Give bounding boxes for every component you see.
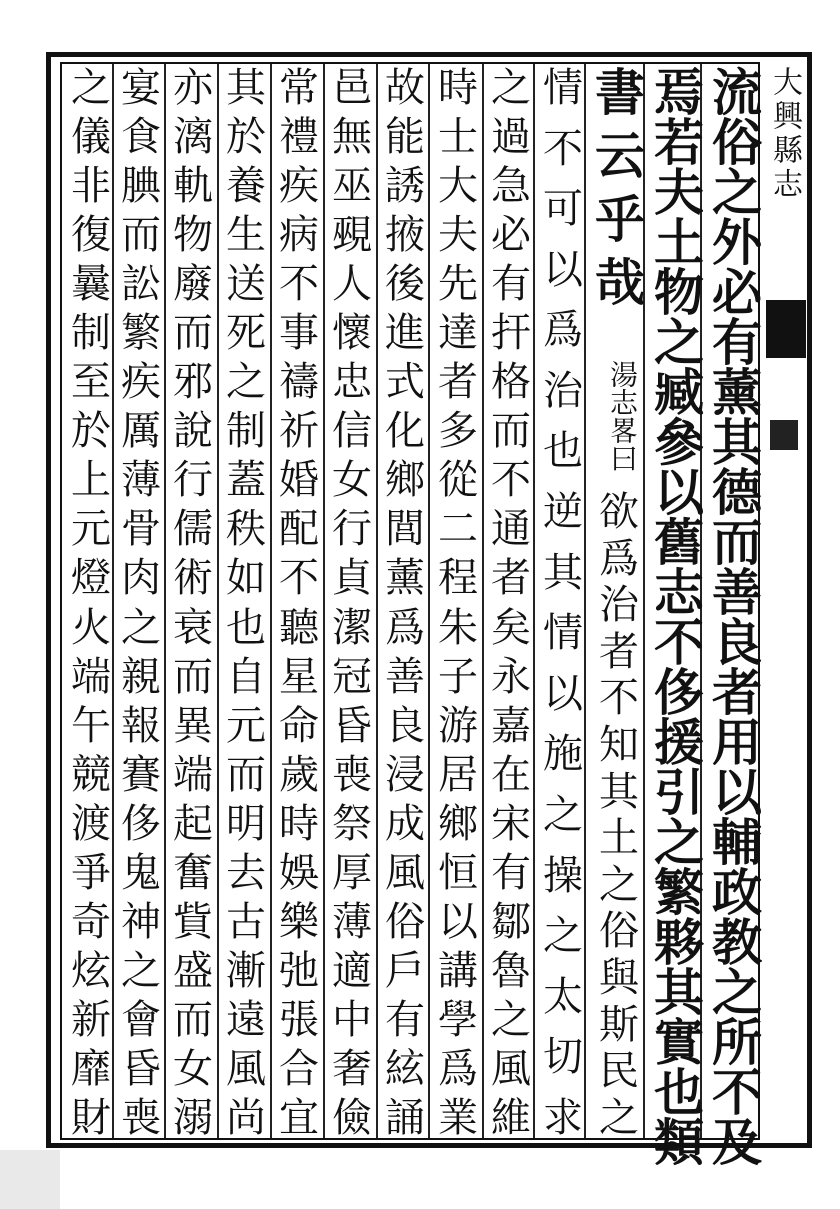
text-column — [486, 66, 530, 1136]
glyph: 上 — [64, 458, 111, 499]
glyph: 用 — [704, 716, 763, 766]
fishtail-mark-lower — [770, 420, 798, 450]
glyph: 俗 — [704, 116, 763, 166]
glyph: 溺 — [166, 1095, 213, 1136]
glyph: 魯 — [484, 948, 531, 989]
glyph: 端 — [64, 654, 111, 695]
text-column — [221, 66, 265, 1136]
glyph: 先 — [431, 262, 478, 303]
glyph: 薰 — [378, 556, 425, 597]
glyph: 誘 — [378, 164, 425, 205]
glyph: 食 — [114, 115, 161, 156]
glyph: 朱 — [431, 605, 478, 646]
glyph: 術 — [166, 556, 213, 597]
glyph: 書 — [587, 66, 646, 116]
glyph: 焉 — [646, 66, 705, 116]
glyph: 靡 — [64, 1046, 111, 1087]
glyph: 風 — [378, 850, 425, 891]
glyph: 良 — [378, 703, 425, 744]
glyph: 情 — [536, 66, 583, 106]
glyph: 肉 — [114, 556, 161, 597]
glyph: 娛 — [272, 850, 319, 891]
glyph: 永 — [484, 654, 531, 695]
glyph: 而 — [166, 311, 213, 352]
glyph: 昏 — [114, 1046, 161, 1087]
glyph: 志 — [646, 566, 705, 616]
glyph: 舊 — [646, 516, 705, 566]
glyph: 而 — [484, 409, 531, 450]
glyph: 外 — [704, 216, 763, 266]
glyph: 無 — [325, 115, 372, 156]
glyph: 而 — [219, 752, 266, 793]
glyph: 以 — [536, 247, 583, 288]
glyph: 會 — [114, 997, 161, 1038]
glyph: 戶 — [378, 948, 425, 989]
glyph: 人 — [325, 262, 372, 303]
glyph: 能 — [378, 115, 425, 156]
glyph: 秩 — [219, 507, 266, 548]
glyph: 懷 — [325, 311, 372, 352]
glyph: 喪 — [114, 1095, 161, 1136]
glyph: 善 — [704, 566, 763, 616]
glyph: 之 — [704, 166, 763, 216]
glyph: 鄒 — [484, 899, 531, 940]
glyph: 厲 — [114, 409, 161, 450]
glyph: 哉 — [587, 255, 646, 306]
glyph: 骨 — [114, 507, 161, 548]
glyph: 死 — [219, 311, 266, 352]
glyph: 也 — [646, 1066, 705, 1116]
glyph: 奢 — [325, 1046, 372, 1087]
text-column — [433, 66, 477, 1136]
glyph: 達 — [431, 311, 478, 352]
glyph: 疾 — [114, 360, 161, 401]
glyph: 風 — [219, 1046, 266, 1087]
text-column — [327, 66, 371, 1136]
glyph: 巫 — [325, 164, 372, 205]
glyph: 之 — [646, 316, 705, 366]
glyph: 漓 — [166, 115, 213, 156]
glyph: 俗 — [592, 909, 639, 950]
glyph: 侈 — [114, 801, 161, 842]
glyph: 張 — [272, 997, 319, 1038]
glyph: 異 — [166, 703, 213, 744]
text-column — [66, 66, 110, 1136]
glyph: 鄉 — [378, 458, 425, 499]
text-column — [274, 66, 318, 1136]
glyph: 知 — [592, 723, 639, 764]
glyph: 土 — [646, 216, 705, 266]
glyph: 可 — [536, 187, 583, 228]
glyph: 貞 — [325, 556, 372, 597]
glyph: 女 — [325, 458, 372, 499]
glyph: 新 — [64, 997, 111, 1038]
glyph: 臧 — [646, 366, 705, 416]
glyph: 援 — [646, 716, 705, 766]
glyph: 奮 — [166, 850, 213, 891]
glyph: 爭 — [64, 850, 111, 891]
text-column — [646, 66, 705, 1166]
glyph: 其 — [704, 416, 763, 466]
glyph: 冠 — [325, 654, 372, 695]
glyph: 游 — [431, 703, 478, 744]
glyph: 斯 — [592, 1002, 639, 1043]
glyph: 火 — [64, 605, 111, 646]
glyph: 儀 — [64, 115, 111, 156]
glyph: 以 — [646, 466, 705, 516]
glyph: 元 — [64, 507, 111, 548]
glyph: 業 — [431, 1095, 478, 1136]
glyph: 潔 — [325, 605, 372, 646]
glyph: 厚 — [325, 850, 372, 891]
glyph: 不 — [592, 676, 639, 717]
glyph: 親 — [114, 654, 161, 695]
glyph: 炫 — [64, 948, 111, 989]
glyph: 爲 — [592, 536, 639, 577]
glyph: 聽 — [272, 605, 319, 646]
glyph: 風 — [484, 1046, 531, 1087]
glyph: 之 — [114, 605, 161, 646]
glyph: 乎 — [587, 192, 646, 243]
glyph: 爲 — [431, 1046, 478, 1087]
glyph: 夫 — [646, 166, 705, 216]
glyph: 常 — [272, 66, 319, 106]
glyph: 忠 — [325, 360, 372, 401]
glyph: 星 — [272, 654, 319, 695]
text-column — [168, 66, 212, 1136]
glyph: 不 — [272, 556, 319, 597]
glyph: 制 — [64, 311, 111, 352]
glyph: 流 — [704, 66, 763, 116]
glyph: 去 — [219, 850, 266, 891]
glyph: 必 — [704, 266, 763, 316]
glyph: 命 — [272, 703, 319, 744]
glyph: 治 — [592, 583, 639, 624]
glyph: 信 — [325, 409, 372, 450]
glyph: 以 — [704, 766, 763, 816]
glyph: 恒 — [431, 850, 478, 891]
glyph: 後 — [378, 262, 425, 303]
glyph: 化 — [378, 409, 425, 450]
glyph: 如 — [219, 556, 266, 597]
glyph: 祭 — [325, 801, 372, 842]
glyph: 急 — [484, 164, 531, 205]
text-column — [538, 66, 582, 1136]
glyph: 報 — [114, 703, 161, 744]
glyph: 夫 — [431, 213, 478, 254]
glyph: 與 — [592, 956, 639, 997]
glyph: 宴 — [114, 66, 161, 106]
glyph: 切 — [536, 1035, 583, 1076]
glyph: 之 — [484, 997, 531, 1038]
glyph: 之 — [646, 816, 705, 866]
glyph: 云 — [587, 129, 646, 180]
glyph: 扞 — [484, 311, 531, 352]
glyph: 繁 — [646, 866, 705, 916]
glyph: 也 — [536, 429, 583, 470]
glyph: 薰 — [704, 366, 763, 416]
glyph: 遠 — [219, 997, 266, 1038]
glyph: 起 — [166, 801, 213, 842]
glyph: 情 — [536, 611, 583, 652]
glyph: 薄 — [114, 458, 161, 499]
glyph: 禮 — [272, 115, 319, 156]
glyph: 格 — [484, 360, 531, 401]
glyph: 其 — [536, 550, 583, 591]
glyph: 夥 — [646, 916, 705, 966]
glyph: 端 — [166, 752, 213, 793]
glyph: 元 — [219, 703, 266, 744]
glyph: 良 — [704, 616, 763, 666]
glyph: 政 — [704, 866, 763, 916]
glyph: 薄 — [325, 899, 372, 940]
glyph: 成 — [378, 801, 425, 842]
glyph: 儒 — [166, 507, 213, 548]
glyph: 至 — [64, 360, 111, 401]
glyph: 古 — [219, 899, 266, 940]
glyph: 蓋 — [219, 458, 266, 499]
glyph: 施 — [536, 732, 583, 773]
glyph: 非 — [64, 164, 111, 205]
glyph: 祈 — [272, 409, 319, 450]
glyph: 昏 — [325, 703, 372, 744]
text-column — [704, 66, 763, 1166]
glyph: 治 — [536, 368, 583, 409]
glyph: 爲 — [536, 308, 583, 349]
glyph: 尚 — [219, 1095, 266, 1136]
glyph: 適 — [325, 948, 372, 989]
glyph: 貲 — [166, 899, 213, 940]
glyph: 程 — [431, 556, 478, 597]
glyph: 而 — [166, 997, 213, 1038]
glyph: 進 — [378, 311, 425, 352]
glyph: 過 — [484, 115, 531, 156]
glyph: 養 — [219, 164, 266, 205]
glyph: 誦 — [378, 1095, 425, 1136]
glyph: 病 — [272, 213, 319, 254]
glyph: 之 — [114, 948, 161, 989]
glyph: 大 — [431, 164, 478, 205]
glyph: 行 — [325, 507, 372, 548]
glyph: 侈 — [646, 666, 705, 716]
glyph: 有 — [704, 316, 763, 366]
glyph: 講 — [431, 948, 478, 989]
glyph: 以 — [536, 671, 583, 712]
glyph: 教 — [704, 916, 763, 966]
glyph: 亦 — [166, 66, 213, 106]
glyph: 也 — [219, 605, 266, 646]
glyph: 居 — [431, 752, 478, 793]
glyph: 於 — [219, 115, 266, 156]
glyph: 二 — [431, 507, 478, 548]
glyph: 者 — [704, 666, 763, 716]
glyph: 午 — [64, 703, 111, 744]
glyph: 閭 — [378, 507, 425, 548]
glyph: 物 — [166, 213, 213, 254]
glyph: 歲 — [272, 752, 319, 793]
glyph: 腆 — [114, 164, 161, 205]
glyph: 輔 — [704, 816, 763, 866]
glyph: 操 — [536, 853, 583, 894]
glyph: 實 — [646, 1016, 705, 1066]
glyph: 明 — [219, 801, 266, 842]
glyph: 喪 — [325, 752, 372, 793]
glyph: 有 — [484, 262, 531, 303]
glyph: 燈 — [64, 556, 111, 597]
glyph: 配 — [272, 507, 319, 548]
glyph: 時 — [431, 66, 478, 106]
glyph: 善 — [378, 654, 425, 695]
glyph: 送 — [219, 262, 266, 303]
glyph: 有 — [484, 850, 531, 891]
glyph: 禱 — [272, 360, 319, 401]
glyph: 之 — [592, 862, 639, 903]
glyph: 必 — [484, 213, 531, 254]
glyph: 疾 — [272, 164, 319, 205]
glyph: 維 — [484, 1095, 531, 1136]
glyph: 其 — [592, 769, 639, 810]
glyph: 學 — [431, 997, 478, 1038]
glyph: 生 — [219, 213, 266, 254]
glyph: 之 — [536, 792, 583, 833]
glyph: 弛 — [272, 948, 319, 989]
glyph: 婚 — [272, 458, 319, 499]
glyph: 若 — [646, 116, 705, 166]
glyph: 參 — [646, 416, 705, 466]
glyph: 神 — [114, 899, 161, 940]
glyph: 覡 — [325, 213, 372, 254]
paper-stain — [0, 1150, 60, 1209]
glyph: 多 — [431, 409, 478, 450]
glyph: 財 — [64, 1095, 111, 1136]
glyph: 民 — [592, 1049, 639, 1090]
text-column — [587, 66, 646, 306]
glyph: 合 — [272, 1046, 319, 1087]
glyph: 宋 — [484, 801, 531, 842]
glyph: 鬼 — [114, 850, 161, 891]
glyph: 樂 — [272, 899, 319, 940]
text-column — [380, 66, 424, 1136]
glyph: 不 — [646, 616, 705, 666]
glyph: 嘉 — [484, 703, 531, 744]
glyph: 之 — [484, 66, 531, 106]
glyph: 者 — [431, 360, 478, 401]
glyph: 曩 — [64, 262, 111, 303]
glyph: 說 — [166, 409, 213, 450]
glyph: 俗 — [378, 899, 425, 940]
glyph: 邪 — [166, 360, 213, 401]
glyph: 女 — [166, 1046, 213, 1087]
glyph: 制 — [219, 409, 266, 450]
glyph: 引 — [646, 766, 705, 816]
glyph: 不 — [272, 262, 319, 303]
glyph: 之 — [219, 360, 266, 401]
glyph: 事 — [272, 311, 319, 352]
glyph: 鄉 — [431, 801, 478, 842]
glyph: 掖 — [378, 213, 425, 254]
glyph: 從 — [431, 458, 478, 499]
glyph: 不 — [704, 1066, 763, 1116]
glyph: 浸 — [378, 752, 425, 793]
glyph: 求 — [536, 1095, 583, 1136]
glyph: 漸 — [219, 948, 266, 989]
glyph: 者 — [592, 629, 639, 670]
glyph: 爲 — [378, 605, 425, 646]
glyph: 競 — [64, 752, 111, 793]
glyph: 太 — [536, 974, 583, 1015]
glyph: 宜 — [272, 1095, 319, 1136]
glyph: 通 — [484, 507, 531, 548]
glyph: 廢 — [166, 262, 213, 303]
glyph: 所 — [704, 1016, 763, 1066]
glyph: 渡 — [64, 801, 111, 842]
glyph: 之 — [592, 1095, 639, 1136]
glyph: 訟 — [114, 262, 161, 303]
glyph: 之 — [64, 66, 111, 106]
fishtail-mark — [766, 300, 806, 358]
glyph: 自 — [219, 654, 266, 695]
glyph: 而 — [166, 654, 213, 695]
glyph: 及 — [704, 1116, 763, 1166]
glyph: 奇 — [64, 899, 111, 940]
glyph: 繁 — [114, 311, 161, 352]
glyph: 盛 — [166, 948, 213, 989]
glyph: 以 — [431, 899, 478, 940]
glyph: 式 — [378, 360, 425, 401]
glyph: 其 — [646, 966, 705, 1016]
glyph: 類 — [646, 1116, 705, 1166]
glyph: 邑 — [325, 66, 372, 106]
glyph: 士 — [431, 115, 478, 156]
glyph: 矣 — [484, 605, 531, 646]
inline-note-head: 湯志畧曰 — [606, 360, 639, 472]
glyph: 復 — [64, 213, 111, 254]
glyph: 欲 — [592, 490, 639, 530]
glyph: 子 — [431, 654, 478, 695]
glyph: 逆 — [536, 490, 583, 531]
glyph: 中 — [325, 997, 372, 1038]
glyph: 之 — [704, 966, 763, 1016]
glyph: 時 — [272, 801, 319, 842]
glyph: 衰 — [166, 605, 213, 646]
glyph: 不 — [484, 458, 531, 499]
glyph: 而 — [114, 213, 161, 254]
glyph: 絃 — [378, 1046, 425, 1087]
inline-note-body — [594, 490, 638, 1136]
glyph: 不 — [536, 126, 583, 167]
glyph: 德 — [704, 466, 763, 516]
glyph: 者 — [484, 556, 531, 597]
glyph: 軌 — [166, 164, 213, 205]
glyph: 土 — [592, 816, 639, 857]
glyph: 賽 — [114, 752, 161, 793]
text-column — [116, 66, 160, 1136]
glyph: 有 — [378, 997, 425, 1038]
glyph: 故 — [378, 66, 425, 106]
glyph: 物 — [646, 266, 705, 316]
edge-header-text: 大興縣志 — [767, 66, 802, 202]
glyph: 行 — [166, 458, 213, 499]
glyph: 在 — [484, 752, 531, 793]
glyph: 儉 — [325, 1095, 372, 1136]
glyph: 而 — [704, 516, 763, 566]
glyph: 於 — [64, 409, 111, 450]
glyph: 其 — [219, 66, 266, 106]
glyph: 之 — [536, 914, 583, 955]
